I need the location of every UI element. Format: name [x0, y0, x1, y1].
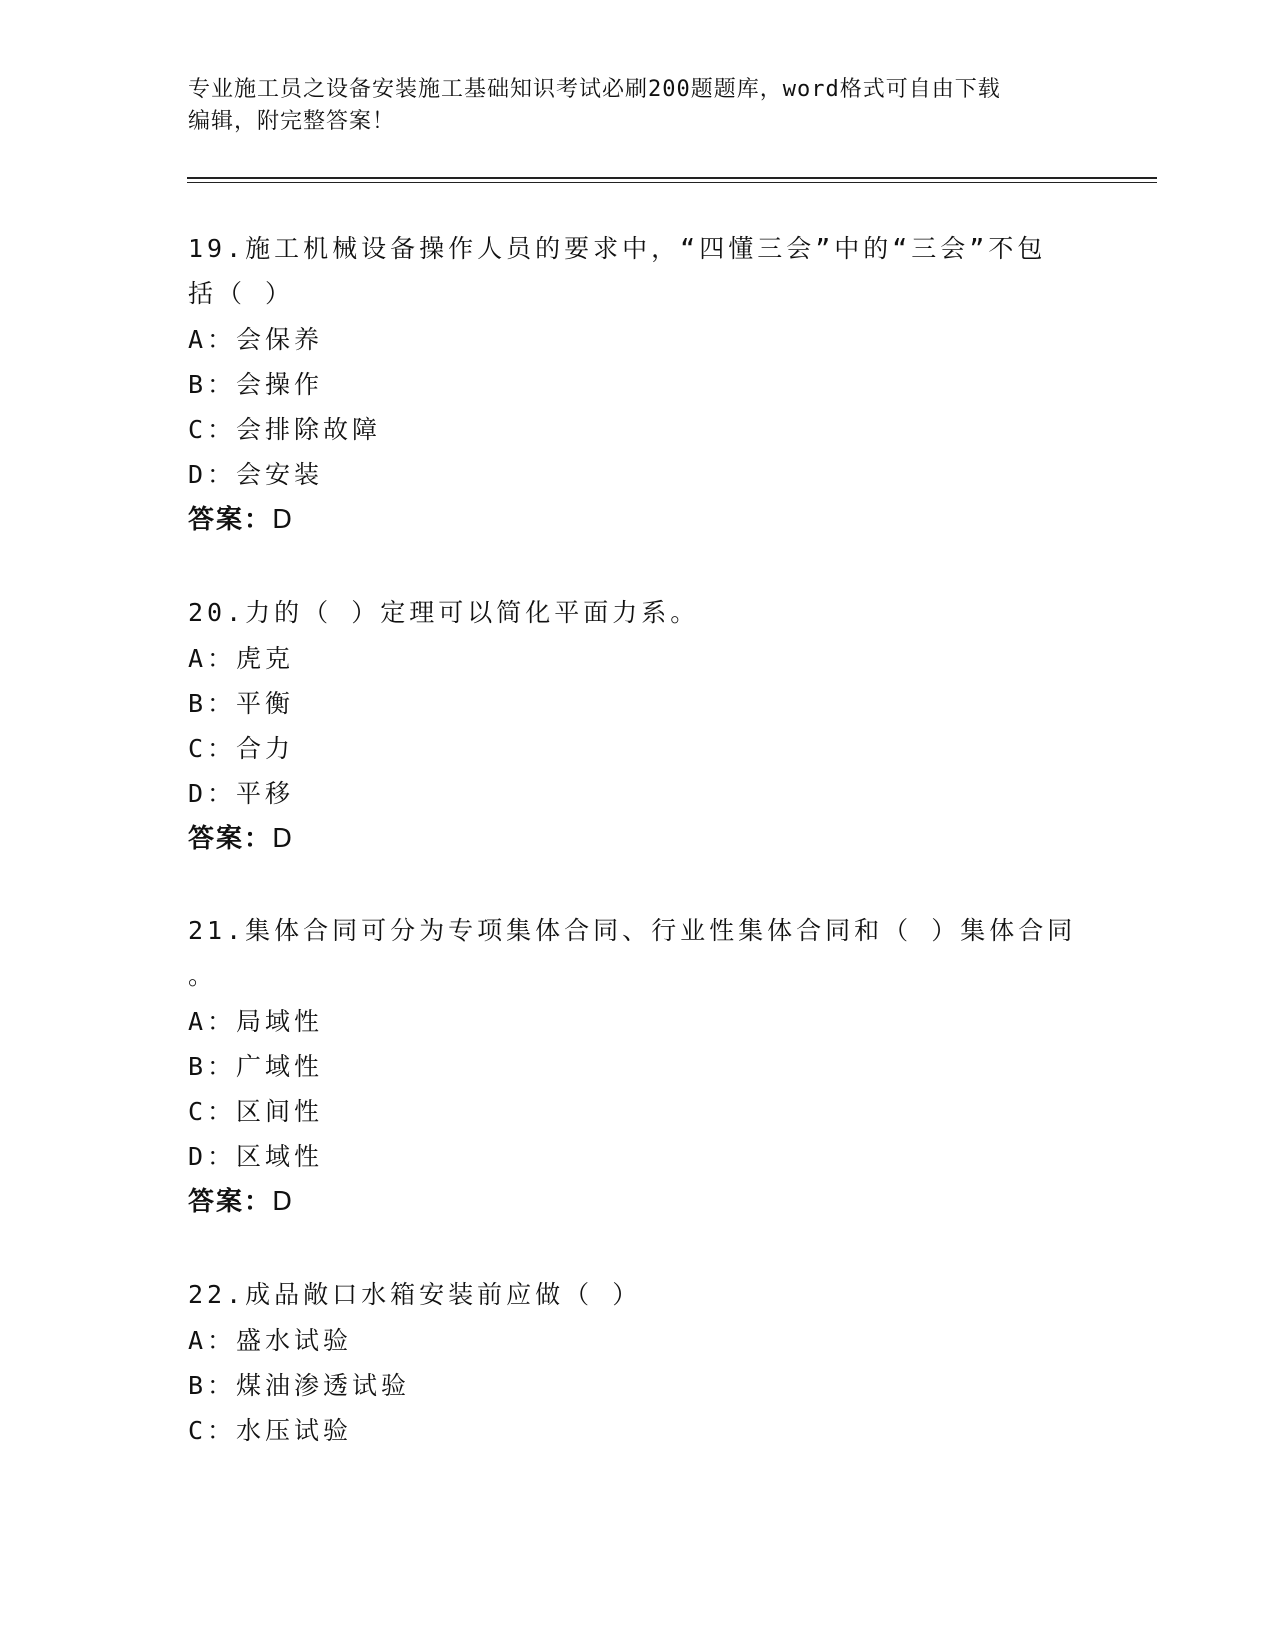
- answer: [188, 497, 1088, 543]
- question-stem-line-1: 22.成品敞口水箱安装前应做（ ）: [188, 1280, 642, 1309]
- option-b: B：平衡: [188, 689, 295, 718]
- question-stem-line-1: 21.集体合同可分为专项集体合同、行业性集体合同和（ ）集体合同: [188, 916, 1077, 945]
- question-stem: [188, 1272, 1088, 1317]
- answer-value: D: [272, 824, 295, 854]
- option-c: C：合力: [188, 734, 295, 763]
- question-stem: [188, 590, 1088, 635]
- question-stem-line-2: 括（ ）: [188, 279, 295, 308]
- question-stem-line-2: 。: [188, 961, 218, 990]
- option-b: B：广域性: [188, 1052, 324, 1081]
- option-d: D：区域性: [188, 1142, 324, 1171]
- answer-value: D: [272, 1187, 295, 1217]
- header-divider: [187, 177, 1157, 183]
- option-d: D：平移: [188, 779, 295, 808]
- option-b: B：煤油渗透试验: [188, 1371, 411, 1400]
- answer-label: 答案：: [188, 1187, 273, 1217]
- header-line-2: 编辑，附完整答案！: [188, 109, 396, 134]
- option-a: A：虎克: [188, 644, 295, 673]
- option-c: C：区间性: [188, 1097, 324, 1126]
- option-b: B：会操作: [188, 370, 324, 399]
- answer-value: D: [272, 505, 295, 535]
- question-20: [188, 590, 1088, 862]
- header-line-1: 专业施工员之设备安装施工基础知识考试必刷200题题库，word格式可自由下载: [188, 77, 1001, 102]
- question-stem: [188, 908, 1088, 998]
- question-stem-line-1: 19.施工机械设备操作人员的要求中，“四懂三会”中的“三会”不包: [188, 234, 1047, 263]
- option-c: C：会排除故障: [188, 415, 382, 444]
- answer: [188, 816, 1088, 862]
- question-stem-line-1: 20.力的（ ）定理可以简化平面力系。: [188, 598, 700, 627]
- option-a: A：会保养: [188, 325, 324, 354]
- question-stem: [188, 226, 1088, 316]
- answer-label: 答案：: [188, 505, 273, 535]
- option-c: C：水压试验: [188, 1416, 353, 1445]
- question-19: [188, 226, 1088, 543]
- option-a: A：局域性: [188, 1007, 324, 1036]
- option-a: A：盛水试验: [188, 1326, 353, 1355]
- option-d: D：会安装: [188, 460, 324, 489]
- question-21: [188, 908, 1088, 1225]
- question-22: [188, 1272, 1088, 1453]
- answer-label: 答案：: [188, 824, 273, 854]
- document-header: [188, 74, 1088, 138]
- answer: [188, 1179, 1088, 1225]
